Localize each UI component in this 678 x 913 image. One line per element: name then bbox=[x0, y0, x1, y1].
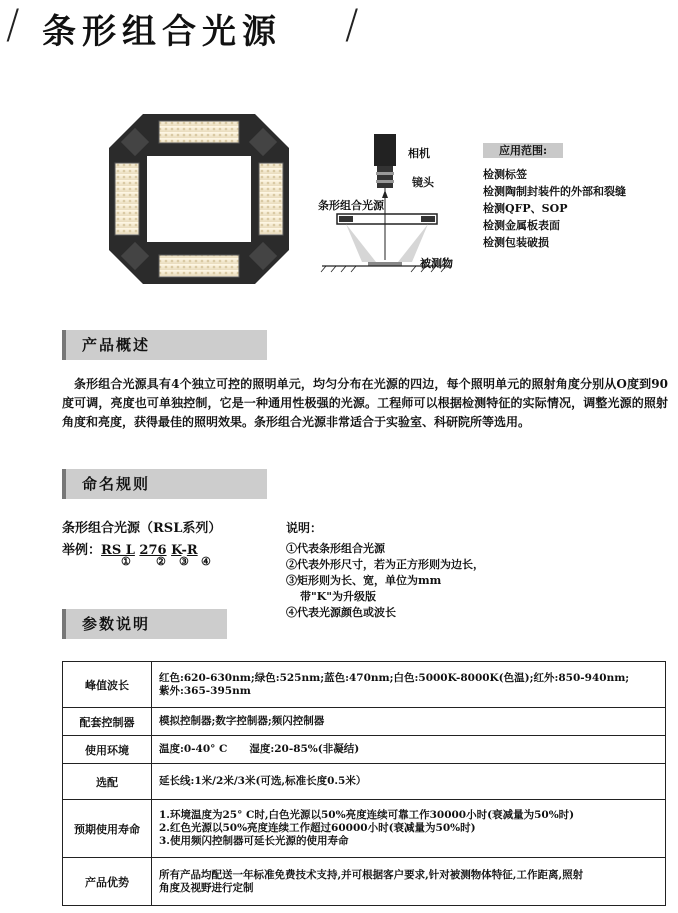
explain-title: 说明： bbox=[286, 521, 323, 535]
title-bar bbox=[0, 0, 678, 58]
params-banner bbox=[62, 609, 227, 639]
application-item: 检测陶制封装件的外部和裂缝 bbox=[483, 185, 626, 198]
explain-line: 带"K"为升级版 bbox=[300, 590, 377, 603]
lens-icon bbox=[377, 166, 393, 188]
table-row bbox=[63, 662, 666, 708]
value-line: 1.环境温度为25° C时,白色光源以50%亮度连续可靠工作30000小时(衰减量为50%时) bbox=[159, 809, 575, 821]
product-photo bbox=[103, 108, 295, 290]
page-title: 条形组合光源 bbox=[42, 12, 282, 52]
naming-heading: 命名规则 bbox=[82, 475, 151, 493]
explain-line: ①代表条形组合光源 bbox=[286, 542, 385, 555]
lamp-left bbox=[115, 163, 139, 235]
title-slash-left: / bbox=[6, 2, 20, 48]
code-circle-2: ② bbox=[156, 555, 166, 568]
code-circle-1: ① bbox=[121, 555, 131, 568]
table-row bbox=[63, 764, 666, 800]
value-line: 角度及视野进行定制 bbox=[159, 881, 254, 894]
code-part-3: K bbox=[171, 543, 182, 558]
row-value bbox=[152, 708, 666, 736]
application-item: 检测包装破损 bbox=[483, 236, 549, 249]
camera-label: 相机 bbox=[408, 147, 430, 160]
example-prefix: 举例： bbox=[62, 543, 102, 558]
naming-banner bbox=[62, 469, 267, 499]
explain-line: ②代表外形尺寸，若为正方形则为边长， bbox=[286, 558, 484, 571]
lamp-top bbox=[159, 121, 239, 143]
spec-table bbox=[62, 661, 666, 906]
value-line: 紫外:365-395nm bbox=[159, 684, 251, 697]
center-opening bbox=[147, 156, 251, 242]
explain-line: ④代表光源颜色或波长 bbox=[286, 606, 396, 619]
row-key: 峰值波长 bbox=[63, 662, 152, 708]
object-label: 被测物 bbox=[420, 257, 453, 270]
row-value bbox=[152, 662, 666, 708]
row-key: 产品优势 bbox=[63, 858, 152, 906]
table-row bbox=[63, 736, 666, 764]
value-line: 3.使用频闪控制器可延长光源的使用寿命 bbox=[159, 835, 349, 847]
value-line: 所有产品均配送一年标准免费技术支持,并可根据客户要求,针对被测物体特征,工作距离,照射 bbox=[159, 868, 584, 881]
overview-text: 条形组合光源具有4个独立可控的照明单元，均匀分布在光源的四边，每个照明单元的照射角度分别从O度到90度可调，亮度也可单独控制，它是一种通用性极强的光源。工程师可以根据检测特征的实际情况，调整光源的照射角度和亮度，获得最佳的照明效果。条形组合光源非常适合于实验室、科研院所等选用。 bbox=[62, 377, 668, 429]
code-part-1: RS L bbox=[101, 543, 135, 558]
application-item: 检测标签 bbox=[483, 168, 527, 181]
code-separator: - bbox=[181, 543, 187, 558]
title-slash-right: / bbox=[345, 2, 359, 48]
light-label: 条形组合光源 bbox=[318, 199, 384, 212]
row-key: 预期使用寿命 bbox=[63, 800, 152, 858]
camera-icon bbox=[374, 134, 396, 166]
explain-line: ③矩形则为长、宽，单位为mm bbox=[286, 574, 442, 587]
table-row bbox=[63, 858, 666, 906]
value-line: 温度:0-40° C 湿度:20-85%(非凝结) bbox=[159, 743, 360, 755]
code-part-4: R bbox=[186, 543, 198, 558]
value-line: 模拟控制器;数字控制器;频闪控制器 bbox=[159, 715, 325, 727]
value-line: 2.红色光源以50%亮度连续工作超过60000小时(衰减量为50%时) bbox=[159, 822, 476, 834]
series-name: 条形组合光源（RSL系列） bbox=[62, 521, 222, 536]
overview-banner bbox=[62, 330, 267, 360]
application-item: 检测金属板表面 bbox=[483, 219, 560, 232]
row-key: 配套控制器 bbox=[63, 708, 152, 736]
row-key: 选配 bbox=[63, 764, 152, 800]
row-value bbox=[152, 764, 666, 800]
params-heading: 参数说明 bbox=[82, 615, 151, 633]
lens-label: 镜头 bbox=[412, 176, 434, 189]
row-value bbox=[152, 858, 666, 906]
application-heading: 应用范围: bbox=[483, 143, 563, 158]
code-circle-3: ③ bbox=[179, 555, 189, 568]
value-line: 红色:620-630nm;绿色:525nm;蓝色:470nm;白色:5000K-8000K(色温);红外:850-940nm; bbox=[159, 671, 630, 684]
table-row bbox=[63, 708, 666, 736]
lamp-bottom bbox=[159, 255, 239, 277]
code-part-2: 276 bbox=[139, 543, 167, 558]
lamp-right bbox=[259, 163, 283, 235]
row-value bbox=[152, 736, 666, 764]
application-item: 检测QFP、SOP bbox=[483, 202, 568, 215]
overview-heading: 产品概述 bbox=[82, 336, 151, 354]
table-row bbox=[63, 800, 666, 858]
row-key: 使用环境 bbox=[63, 736, 152, 764]
value-line: 延长线:1米/2米/3米(可选,标准长度0.5米） bbox=[159, 775, 367, 787]
row-value bbox=[152, 800, 666, 858]
code-circle-4: ④ bbox=[201, 555, 211, 568]
